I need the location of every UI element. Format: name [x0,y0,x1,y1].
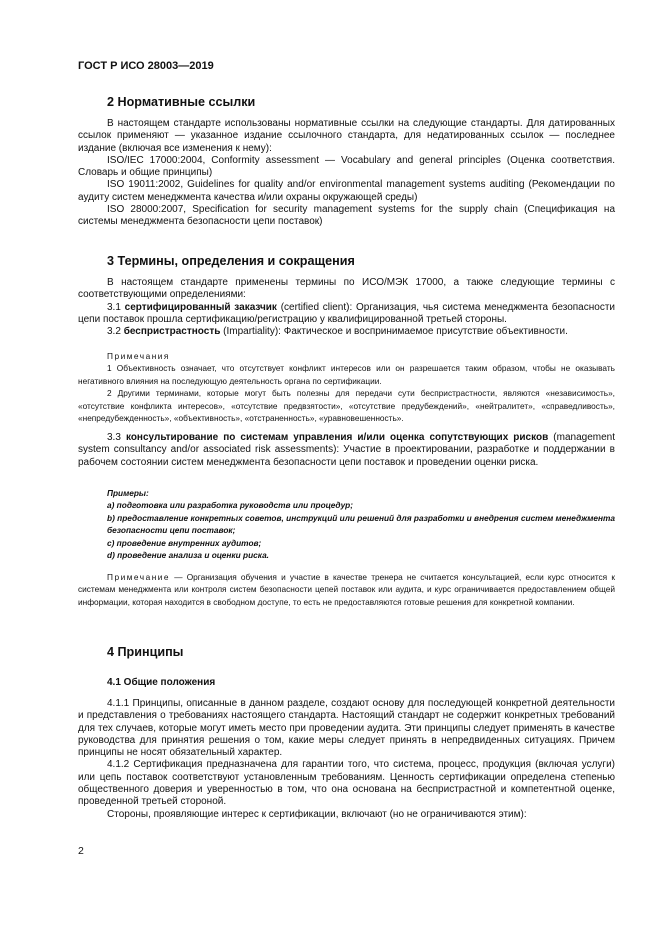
notes-title: Примечания [107,351,170,361]
example-c: c) проведение внутренних аудитов; [107,537,262,548]
term-3-1-number: 3.1 [107,301,121,313]
reference-iso-19011: ISO 19011:2002, Guidelines for quality and/or environmental management systems auditing (Рекомендации по аудиту систем менеджмента качества и/или охраны окружающей среды) [78,179,615,203]
term-3-2 [78,326,615,338]
subsection-4-1-title: 4.1 Общие положения [107,677,216,688]
examples-block [107,487,615,561]
paragraph-4-1-2: 4.1.2 Сертификация предназначена для гарантии того, что система, процесс, продукция (включая услуги) или цепь поставок соответствуют установленным требованиям. Ценность сертификации определена степенью общественного доверия и уверенностью в том, что она основана на беспристрастной и компетентной оценке, проведенной третьей стороной. [78,759,615,808]
section-2-intro: В настоящем стандарте использованы нормативные ссылки на следующие стандарты. Для датированных ссылок применяют — указанное издание ссылочного стандарта, для недатированных ссылок — последнее издание (включая все изменения к нему): [78,118,615,154]
term-3-3-number: 3.3 [107,432,121,443]
note-1: 1 Объективность означает, что отсутствует конфликт интересов или он разрешается таким образом, чтобы не оказывать негативного влияния на последующую деятельность органа по сертификации. [78,363,615,386]
term-3-3-block [78,432,615,469]
section-2-body [78,118,615,229]
note-3-block [78,571,615,608]
reference-iso-28000: ISO 28000:2007, Specification for security management systems for the supply chain (Спецификация на системы менеджмента безопасности цепи поставок) [78,204,615,228]
term-3-1-term: сертифицированный заказчик [124,301,277,313]
section-3-body [78,277,615,338]
example-a: а) подготовка или разработка руководств или процедур; [107,500,354,511]
term-3-1-definition: (certified client): Организация, чья система менеджмента безопасности цепи поставок прошла сертификацию/регистрацию у квалифицированной третьей стороны. [78,301,615,325]
page-number: 2 [78,845,84,857]
reference-iso-17000: ISO/IEC 17000:2004, Conformity assessment — Vocabulary and general principles (Оценка соответствия. Словарь и общие принципы) [78,154,615,179]
term-3-3-term: консультирование по системам управления и/или оценка сопутствующих рисков [125,432,549,443]
note-3 [78,571,615,608]
notes-block [78,350,615,424]
section-3-title: 3 Термины, определения и сокращения [107,254,355,268]
section-4-body [78,698,615,821]
example-b: b) предоставление конкретных советов, инструкций или решений для разработки и внедрения систем менеджмента безопасности цепи поставок; [107,512,615,536]
note-3-text: — Организация обучения и участие в качестве тренера не считается консультацией, если курс относится к системам менеджмента или контроля систем безопасности цепей поставок или аудита, и курс ограничивается предоставлением общей информации, которая находится в свободном доступе, то есть не предоставляются готовые решения для конкретной компании. [78,572,615,607]
document-header: ГОСТ Р ИСО 28003—2019 [78,60,214,72]
example-d: d) проведение анализа и оценки риска. [107,550,269,561]
term-3-2-number: 3.2 [107,326,121,338]
note-3-label: Примечание [107,572,171,582]
section-4-title: 4 Принципы [107,645,184,659]
term-3-2-term: беспристрастность [123,326,221,338]
paragraph-4-1-1: 4.1.1 Принципы, описанные в данном разделе, создают основу для последующей конкретной деятельности и представления о требованиях настоящего стандарта. Настоящий стандарт не содержит конкретных требований для тех случаев, которые могут иметь место при проведении аудита. Эти принципы следует применять в качестве руководства для принятия решения о том, какие меры следует принять в непредвиденных ситуациях. Причем принципы не носят обязательный характер. [78,698,615,759]
section-2-title: 2 Нормативные ссылки [107,95,256,109]
term-3-3 [78,432,615,469]
section-3-intro: В настоящем стандарте применены термины по ИСО/МЭК 17000, а также следующие термины с соответствующими определениями: [78,277,615,301]
term-3-1 [78,302,615,327]
term-3-3-definition: (management system consultancy and/or associated risk assessments): Участие в проектировании, разработке и поддержании в рабочем состоянии систем менеджмента безопасности цепи поставок и проведении оценки риска. [78,432,615,468]
paragraph-interested-parties: Стороны, проявляющие интерес к сертификации, включают (но не ограничиваются этим): [107,808,527,820]
term-3-2-definition: (Impartiality): Фактическое и воспринимаемое присутствие объективности. [220,326,568,338]
note-2: 2 Другими терминами, которые могут быть полезны для передачи сути беспристрастности, являются «независимость», «отсутствие конфликта интересов», «отсутствие предвзятости», «отсутствие предубеждений», «нейтралитет», «справедливость», «непредубежденность», «объективность», «отстраненность», «уравновешенность». [78,388,615,424]
examples-title: Примеры: [107,488,149,498]
